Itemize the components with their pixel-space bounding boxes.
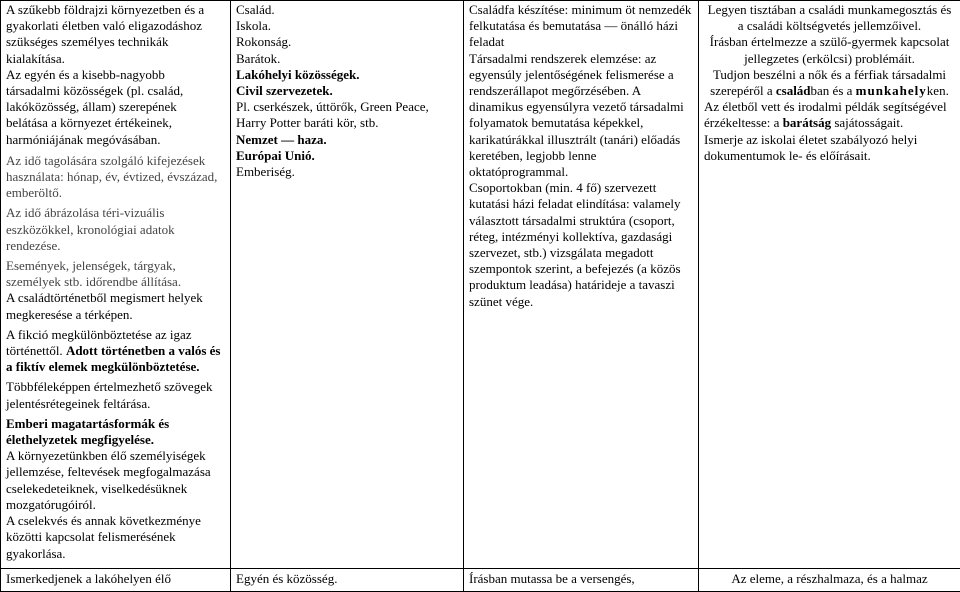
activities-cell	[464, 1, 699, 569]
topics-cell	[231, 1, 464, 569]
action-consequence-text: A cselekvés és annak következménye közötti kapcsolat felismerésének gyakorlása.	[6, 513, 225, 562]
personalities-text: A környezetünkben élő személyiségek jellemzése, feltevések megfogalmazása cselekedeteiknek, viselkedésüknek mozgatórugóiról.	[6, 448, 225, 513]
requirement-bold: munkahely	[856, 83, 927, 98]
topic-bold: Lakóhelyi közösségek.	[236, 67, 360, 82]
goals-cell	[1, 1, 231, 569]
topic-item: Emberiség.	[236, 164, 458, 180]
topic-bold: Civil szervezetek.	[236, 83, 333, 98]
bottom-cell: Ismerkedjenek a lakóhelyen élő	[1, 569, 231, 592]
topic-item: Iskola.	[236, 18, 458, 34]
requirement-bold: család	[776, 83, 811, 98]
col1-line: kialakítása.	[6, 51, 225, 67]
requirement-part: Az életből vett és irodalmi példák segítségével érzékeltesse: a	[704, 99, 947, 130]
requirements-cell	[699, 1, 960, 569]
requirement-text	[704, 67, 955, 99]
col1-line: belátása a környezet értékeinek,	[6, 115, 225, 131]
requirement-text	[704, 99, 955, 131]
requirement-text: Legyen tisztában a családi munkamegosztás és a családi költségvetés jellemzőivel.	[704, 2, 955, 34]
chronology-text: Események, jelenségek, tárgyak, személyek stb. időrendbe állítása.	[6, 258, 225, 290]
col1-line: szükséges személyes technikák	[6, 34, 225, 50]
fiction-text-bold: Adott történetben a valós és a fiktív elemek megkülönböztetése.	[6, 343, 220, 374]
topic-bold: Európai Unió.	[236, 148, 315, 163]
col1-line: Az egyén és a kisebb-nagyobb	[6, 67, 225, 83]
col1-line: társadalmi közösségek (pl. család,	[6, 83, 225, 99]
topic-item-bold	[236, 67, 458, 83]
requirement-part: ken.	[927, 83, 949, 98]
topic-item: Barátok.	[236, 51, 458, 67]
topic-item-bold	[236, 83, 458, 99]
requirement-text: Ismerje az iskolai életet szabályozó helyi dokumentumok le- és előírásait.	[704, 132, 955, 164]
bottom-cell: Egyén és közösség.	[231, 569, 464, 592]
col1-line: gyakorlati életben való eligazodáshoz	[6, 18, 225, 34]
time-terms-text: Az idő tagolására szolgáló kifejezések használata: hónap, év, évtized, évszázad, emberöltő.	[6, 153, 225, 202]
topic-bold: Nemzet — haza.	[236, 132, 327, 147]
topic-item: Család.	[236, 2, 458, 18]
col1-line: A szűkebb földrajzi környezetben és a	[6, 2, 225, 18]
group-research-text: Csoportokban (min. 4 fő) szervezett kutatási házi feladat elindítása: valamely választott társadalmi struktúra (csoport, réteg, intézményi kollektíva, gazdasági szervezet, stb.) vizsgálata megadott szempontok szerint, a befejezés (a közös produktum leadása) határideje a tavaszi szünet vége.	[469, 180, 693, 310]
family-history-text: A családtörténetből megismert helyek megkeresése a térképen.	[6, 290, 225, 322]
text-layers-text: Többféleképpen értelmezhető szövegek jelentésrétegeinek feltárása.	[6, 379, 225, 411]
topic-item: Pl. cserkészek, úttörők, Green Peace, Harry Potter baráti kör, stb.	[236, 99, 458, 131]
requirement-part: Tudjon beszélni a nők és a férfiak társadalmi szerepéről a	[710, 67, 946, 98]
table-row	[1, 1, 960, 569]
human-behaviour-text	[6, 416, 225, 448]
topic-item-bold	[236, 132, 458, 148]
bottom-cell: Az eleme, a részhalmaza, és a halmaz	[699, 569, 960, 592]
social-systems-text: Társadalmi rendszerek elemzése: az egyensúly jelentőségének felismerése a rendszerállapot megőrzésében. A dinamikus egyensúlyra vezető társadalmi folyamatok bemutatása képekkel, karikatúrákkal illusztrált (tanári) előadás keretében, legjobb lenne oktatóprogrammal.	[469, 51, 693, 181]
col1-line: harmóniájának megóvásában.	[6, 132, 225, 148]
requirement-part: ban és a	[811, 83, 856, 98]
time-visual-text: Az idő ábrázolása téri-vizuális eszközökkel, kronológiai adatok rendezése.	[6, 205, 225, 254]
requirement-part: sajátosságait.	[831, 115, 903, 130]
fiction-text-plain: A fikció megkülönböztetése az igaz történettől.	[6, 327, 192, 358]
requirement-text: Írásban értelmezze a szülő-gyermek kapcsolat jellegzetes (erkölcsi) problémáit.	[704, 34, 955, 66]
family-tree-text: Családfa készítése: minimum öt nemzedék felkutatása és bemutatása — önálló házi feladat	[469, 2, 693, 51]
topic-item-bold	[236, 148, 458, 164]
topic-item: Rokonság.	[236, 34, 458, 50]
table-row	[1, 569, 960, 592]
human-behaviour-bold: Emberi magatartásformák és élethelyzetek megfigyelése.	[6, 416, 169, 447]
col1-line: lakóközösség, állam) szerepének	[6, 99, 225, 115]
requirement-bold: barátság	[783, 115, 831, 130]
fiction-text	[6, 327, 225, 376]
bottom-cell: Írásban mutassa be a versengés,	[464, 569, 699, 592]
